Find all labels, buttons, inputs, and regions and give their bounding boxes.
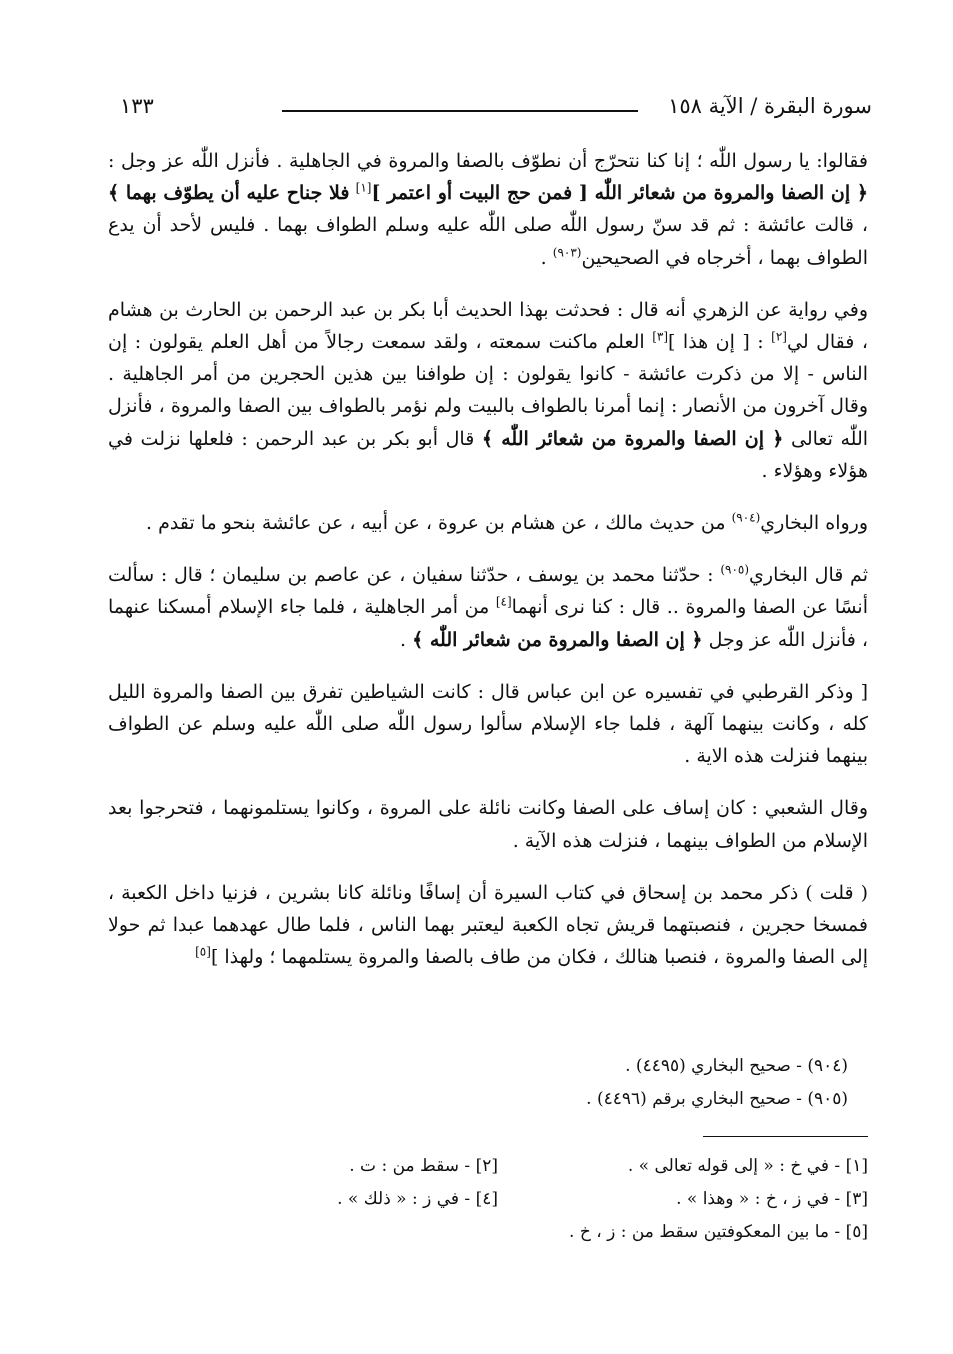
- main-text: [108, 145, 868, 973]
- footnote-item: [٥] - ما بين المعكوفتين سقط من : ز ، خ .: [569, 1222, 868, 1242]
- footnote-item: [٤] - في ز : « ذلك » .: [337, 1189, 498, 1209]
- paragraph-6: وقال الشعبي : كان إساف على الصفا وكانت نائلة على المروة ، وكانوا يستلمونهما ، فتحرجوا بعد الإسلام من الطواف بينهما ، فنزلت هذه الآية .: [108, 797, 868, 852]
- footnote-item: [٣] - في ز ، خ : « وهذا » .: [676, 1189, 868, 1209]
- paragraph-7: [108, 877, 868, 974]
- footnote-item: [١] - في خ : « إلى قوله تعالى » .: [627, 1156, 868, 1176]
- text-run: : حدّثنا محمد بن يوسف ، حدّثنا سفيان ، عن عاصم بن سليمان ؛ قال : سألت أنسًا عن الصفا والمروة .. قال : كنا نرى أنهما: [108, 564, 868, 619]
- running-header: [112, 88, 872, 128]
- paragraph-3: [108, 507, 868, 539]
- text-run: ثم قال البخاري: [749, 564, 868, 587]
- footnote-ref: [٤]: [495, 595, 512, 610]
- text-run: من حديث مالك ، عن هشام بن عروة ، عن أبيه ، عن عائشة بنحو ما تقدم .: [145, 512, 726, 535]
- text-run: .: [540, 246, 547, 269]
- paragraph-4: [108, 559, 868, 656]
- paragraph-5: [ وذكر القرطبي في تفسيره عن ابن عباس قال : كانت الشياطين تفرق بين الصفا والمروة الليل كله ، وكانت بينهما آلهة ، فلما جاء الإسلام سألوا رسول اللّٰه صلى اللّٰه عليه وسلم عن الطواف بينهما فنزلت هذه الاية .: [108, 680, 868, 768]
- footnote-item: (٩٠٥) - صحيح البخاري برقم (٤٤٩٦) .: [586, 1089, 848, 1109]
- text-run: ( قلت ) ذكر محمد بن إسحاق في كتاب السيرة أن إسافًا ونائلة كانا بشرين ، فزنيا داخل الكعبة ، فمسخا حجرين ، فنصبتهما قريش تجاه الكعبة ليعتبر بهما الناس ، فلما طال عهدهما عبدا ثم حولا إلى الصفا والمروة ، فنصبا هنالك ، فكان من طاف بالصفا والمروة يستلمهما ؛ ولهذا ]: [108, 881, 868, 969]
- text-run: العلم ماكنت سمعته ، ولقد سمعت رجالاً من أهل العلم يقولون : إن الناس - إلا من ذكرت عائشة - كانوا يقولون : إن طوافنا بين هذين الحجرين من أمر الجاهلية . وقال آخرون من الأنصار : إنما أمرنا بالطواف بالبيت ولم نؤمر بالطواف بين الصفا والمروة ، فأنزل اللّٰه تعالى: [108, 331, 869, 450]
- page-number: ١٣٣: [120, 94, 154, 118]
- text-run: ورواه البخاري: [760, 512, 868, 535]
- text-run: .: [400, 628, 407, 651]
- text-run: قال أبو بكر بن عبد الرحمن : فلعلها نزلت في هؤلاء وهؤلاء .: [108, 427, 868, 482]
- footnote-separator: [703, 1136, 868, 1137]
- text-run: وفي رواية عن الزهري أنه قال : فحدثت بهذا الحديث أبا بكر بن عبد الرحمن بن الحارث بن هشام ، فقال لي: [108, 298, 868, 354]
- critical-apparatus: [108, 1150, 868, 1249]
- text-run: فقالوا: يا رسول اللّٰه ؛ إنا كنا نتحرّج أن نطوّف بالصفا والمروة في الجاهلية . فأنزل اللّٰه عز وجل :: [108, 150, 868, 172]
- footnote-ref: [٣]: [652, 329, 669, 344]
- footnote-ref: [١]: [355, 180, 372, 195]
- footnote-ref: [٥]: [195, 944, 211, 959]
- paragraph-2: [108, 294, 868, 487]
- quran-quote: ﴿ إن الصفا والمروة من شعائر اللّٰه [ فمن حج البيت أو اعتمر ]: [371, 182, 868, 205]
- text-run: ، قالت عائشة : ثم قد سنّ رسول اللّٰه صلى اللّٰه عليه وسلم الطواف بهما . فليس لأحد أن يدع الطواف بهما ، أخرجاه في الصحيحين: [108, 214, 868, 269]
- paragraph-1: [108, 145, 868, 274]
- text-run: من أمر الجاهلية ، فلما جاء الإسلام أمسكنا عنهما ، فأنزل اللّٰه عز وجل: [108, 596, 868, 651]
- header-rule: [282, 110, 638, 112]
- hadith-footnotes: [108, 1050, 868, 1116]
- quran-quote: فلا جناح عليه أن يطوّف بهما ﴾: [108, 182, 350, 205]
- footnote-ref: (٩٠٣): [552, 245, 582, 260]
- quran-quote: ﴿ إن الصفا والمروة من شعائر اللّٰه ﴾: [481, 427, 784, 450]
- footnote-ref: [٢]: [771, 329, 787, 344]
- footnote-item: [٢] - سقط من : ت .: [349, 1156, 498, 1176]
- page-title: سورة البقرة / الآية ١٥٨: [668, 94, 872, 118]
- quran-quote: ﴿ إن الصفا والمروة من شعائر اللّٰه ﴾: [412, 628, 703, 651]
- footnote-item: (٩٠٤) - صحيح البخاري (٤٤٩٥) .: [625, 1056, 848, 1076]
- text-run: : [ إن هذا ]: [668, 331, 764, 354]
- footnote-ref: (٩٠٥): [720, 562, 750, 577]
- footnote-ref: (٩٠٤): [731, 510, 761, 525]
